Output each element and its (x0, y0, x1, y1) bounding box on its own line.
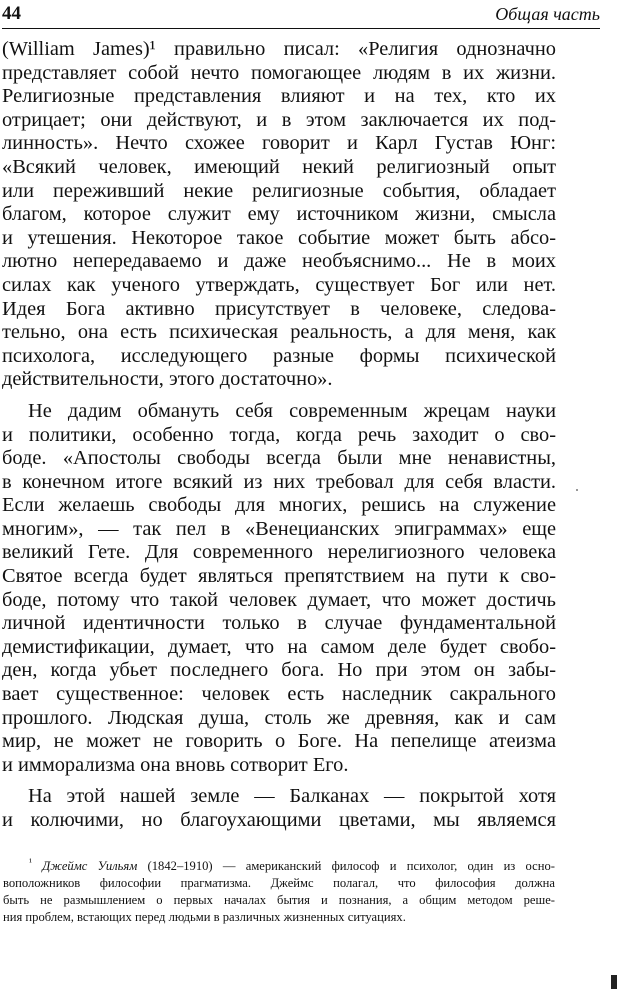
text-line: Святое всегда будет являться препятствием на пути к сво- (2, 565, 556, 588)
text-line: демистификации, думает, что на самом деле будет свобо- (2, 635, 556, 658)
text-line: личной идентичности только в случае фундаментальной (2, 612, 556, 635)
paragraph-3 (2, 785, 556, 832)
text-line: психолога, исследующего разные формы психической (2, 344, 556, 367)
text-line: представляет собой нечто помогающее людям в их жизни. (2, 61, 556, 84)
text-line: или переживший некие религиозные события, обладает (2, 179, 556, 202)
text-line: и колючими, но благоухающими цветами, мы являемся (2, 809, 556, 831)
footnote-text: (1842–1910) — американский философ и психолог, один из осно- (137, 859, 555, 873)
text-line: отрицает; они действуют, и в этом заключается их под- (2, 108, 556, 131)
text-line: многим», — так пел в «Венецианских эпиграммах» еще (2, 517, 556, 540)
page-header (2, 2, 600, 29)
paragraph-2 (2, 400, 556, 778)
footnote-line: быть не размышлением о первых началах бытия и познания, а общим методом реше- (3, 893, 555, 907)
footnote-name: Джеймс Уильям (42, 859, 138, 873)
scan-speck (576, 489, 578, 491)
text-line: благом, которое служит ему источником жизни, смысла (2, 203, 556, 226)
text-line: Религиозные представления влияют и на тех, кто их (2, 85, 556, 108)
text-line: тельно, она есть психическая реальность, а для меня, как (2, 321, 556, 344)
text-line: На этой нашей земле — Балканах — покрытой хотя (28, 785, 556, 808)
paragraph-1 (2, 38, 556, 392)
scan-corner-mark (611, 975, 617, 989)
text-line: «Всякий человек, имеющий некий религиозный опыт (2, 155, 556, 178)
text-line: и политики, особенно тогда, когда речь заходит о сво- (2, 423, 556, 446)
text-line: и имморализма она вновь сотворит Его. (2, 753, 349, 776)
footnote-line: ния проблем, встающих перед людьми в различных жизненных ситуациях. (3, 910, 406, 924)
text-line: лютно непередаваемо и даже необъяснимо... Не в моих (2, 250, 556, 273)
footnote-line: воположников философии прагматизма. Джеймс полагал, что философия должна (3, 876, 555, 890)
page-number: 44 (2, 3, 21, 24)
footnote-line (3, 858, 555, 875)
text-line: вает существенное: человек есть наследник сакрального (2, 683, 556, 706)
footnote (3, 858, 555, 926)
running-title: Общая часть (495, 4, 600, 24)
body-text (2, 38, 556, 833)
footnote-marker: ¹ (29, 856, 32, 868)
text-line: линность». Нечто схожее говорит и Карл Густав Юнг: (2, 132, 556, 155)
text-line: в конечном итоге всякий из них требовал для себя власти. (2, 470, 556, 493)
text-line: Не дадим обмануть себя современным жрецам науки (28, 399, 556, 422)
text-line: силах как ученого утверждать, существует Бог или нет. (2, 273, 556, 296)
text-line: боде. «Апостолы свободы всегда были мне ненавистны, (2, 447, 556, 470)
text-line: и утешения. Некоторое такое событие может быть абсо- (2, 226, 556, 249)
text-line: Идея Бога активно присутствует в человеке, следова- (2, 297, 556, 320)
text-line: ден, когда убьет последнего бога. Но при этом он забы- (2, 659, 556, 682)
text-line: мир, не может не говорить о Боге. На пепелище атеизма (2, 730, 556, 753)
text-line: Если желаешь свободы для многих, решись на служение (2, 494, 556, 517)
text-line: прошлого. Людская душа, столь же древняя, как и сам (2, 706, 556, 729)
text-line: (William James)¹ правильно писал: «Религия однозначно (2, 38, 556, 60)
text-line: великий Гете. Для современного нерелигиозного человека (2, 541, 556, 564)
text-line: боде, потому что такой человек думает, что может достичь (2, 588, 556, 611)
text-line: действительности, этого достаточно». (2, 368, 333, 391)
